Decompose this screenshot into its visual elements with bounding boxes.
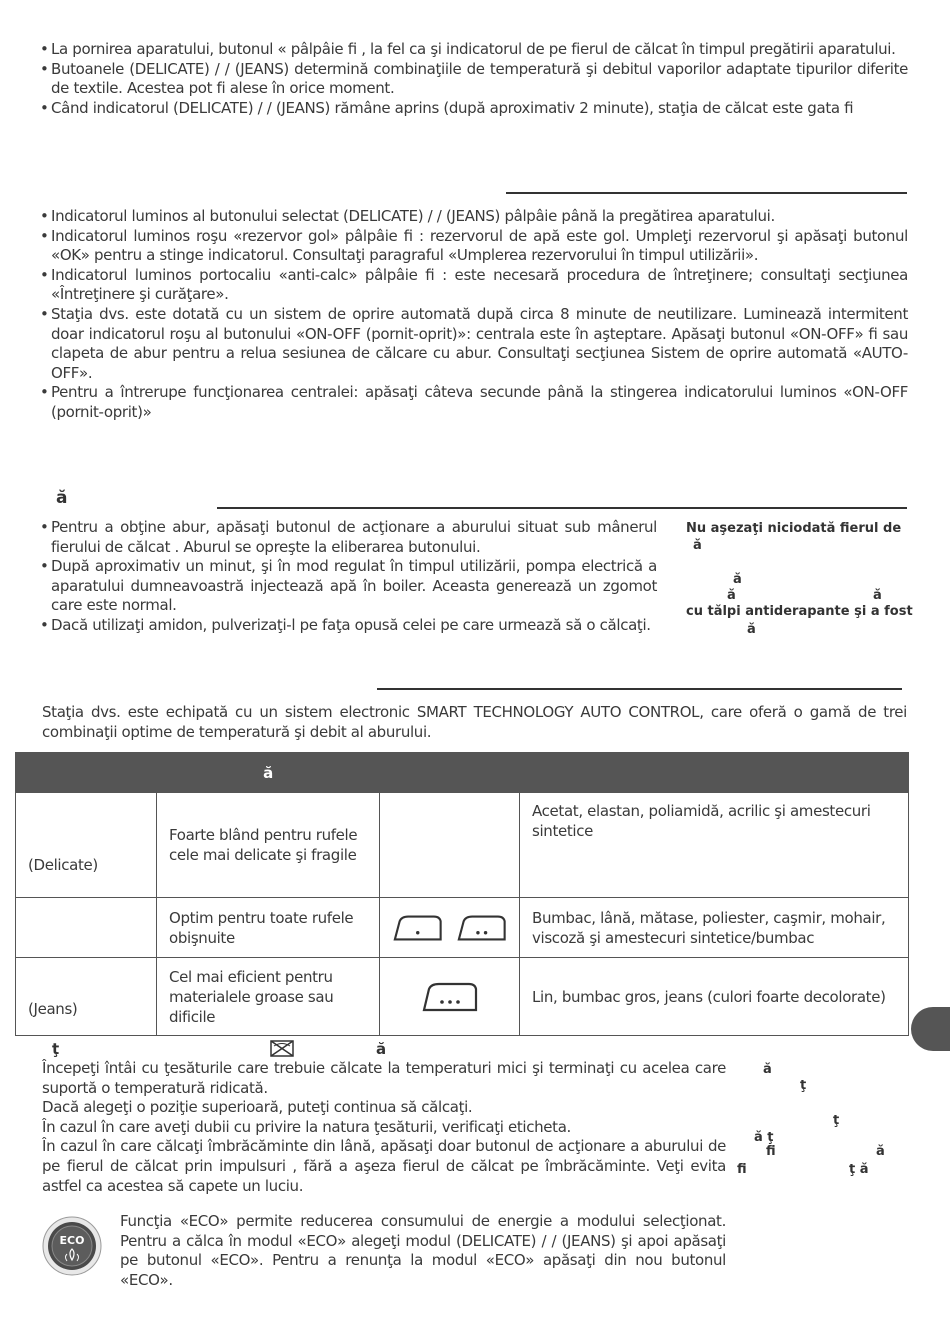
list-item: • Indicatorul luminos roşu «rezervor gol» pâlpâie ﬁ : rezervorul de apă este gol. Umpleţi rezervorul şi apăsaţi butonul «OK» pentru a stinge indicatorul. Consultaţi paragraful «Umplerea rezervorului în timpul utilizării». [40,227,908,266]
mode-cell: (Delicate) [16,793,157,898]
section-rule [217,507,907,509]
tips-paragraph: În cazul în care aveţi dubii cu privire la natura ţesăturii, verificaţi eticheta. [42,1117,571,1136]
note-fragment: ă ţ [754,1130,774,1145]
list-item: • După aproximativ un minut, şi în mod regulat în timpul utilizării, pompa electrică a aparatului dumneavoastră injectează apă în boiler. Aceasta generează un zgomot care este normal. [40,557,657,616]
settings-table [15,752,909,1036]
description-cell: Foarte blând pentru rufele cele mai delicate şi fragile [157,793,380,898]
note-fragment: ă [693,538,702,553]
list-item: • Butoanele (DELICATE) / / (JEANS) determină combinaţiile de temperatură şi debitul vaporilor adaptate tipurilor diferite de textile. Acestea pot fi alese în orice moment. [40,60,908,99]
table-header [380,753,520,793]
note-fragment: ţ ă [849,1162,869,1177]
iron-cell [380,898,520,958]
tips-paragraph: Dacă alegeţi o poziţie superioară, puteţi continua să călcaţi. [42,1098,473,1117]
note-fragment: ﬁ [737,1162,747,1177]
description-cell: Cel mai eficient pentru materialele groase sau dificile [157,958,380,1036]
table-row [16,898,909,958]
section-heading-fragment: ţ [52,1040,60,1058]
table-header: ă [157,753,380,793]
note-fragment: ă [873,588,882,603]
tips-text [42,1059,726,1196]
note-fragment: ă [733,572,742,587]
section-heading-fragment: ă [376,1040,387,1058]
mode-cell: (Jeans) [16,958,157,1036]
smart-intro: Staţia dvs. este echipată cu un sistem electronic SMART TECHNOLOGY AUTO CONTROL, care oferă o gamă de trei combinaţii optime de temperatură şi debit al aburului. [42,703,907,741]
list-item: • Pentru a întrerupe funcţionarea centralei: apăsaţi câteva secunde până la stingerea indicatorului luminos «ON-OFF (pornit-oprit)» [40,383,908,422]
note-line: cu tălpi antiderapante şi a fost [686,604,913,619]
mode-cell [16,898,157,958]
tips-paragraph: În cazul în care călcaţi îmbrăcăminte din lână, apăsaţi doar butonul de acţionare a aburului de pe fierul de călcat prin impulsuri , fără a aşeza fierul de călcat pe îmbrăcăminte. Veţi evita astfel ca acestea să capete un luciu. [42,1137,726,1195]
list-item: • La pornirea aparatului, butonul « pâlpâie ﬁ , la fel ca şi indicatorul de pe fierul de călcat în timpul pregătirii aparatului. [40,40,908,60]
section-rule [377,688,902,690]
note-fragment: ă [747,622,756,637]
list-item: • Staţia dvs. este dotată cu un sistem de oprire automată după circa 8 minute de neutilizare. Luminează intermitent doar indicatorul roşu al butonului «ON-OFF (pornit-oprit)»: centrala este în aşteptare. Apăsaţi butonul «ON-OFF» ﬁ sau clapeta de abur pentru a relua sesiunea de călcare cu abur. Consultaţi secţiunea Sistem de oprire automată «AUTO-OFF». [40,305,908,383]
steam-bullets [40,518,657,636]
iron-one-dot-icon [392,913,444,943]
eco-badge-icon [42,1216,102,1276]
table-header-row [16,753,909,793]
fabric-cell: Lin, bumbac gros, jeans (culori foarte decolorate) [520,958,909,1036]
list-item: • Indicatorul luminos al butonului selectat (DELICATE) / / (JEANS) pâlpâie până la pregătirea aparatului. [40,207,908,227]
table-row [16,793,909,898]
iron-cell [380,958,520,1036]
iron-cell [380,793,520,898]
fabric-cell: Bumbac, lână, mătase, poliester, caşmir, mohair, viscoză şi amestecuri sintetice/bumbac [520,898,909,958]
indicator-bullets [40,207,908,423]
iron-three-dots-icon [421,981,479,1013]
eco-badge-label: ECO [59,1234,85,1247]
note-line: Nu aşezaţi niciodată fierul de [686,521,902,536]
note-fragment: ﬁ [766,1144,776,1159]
table-row [16,958,909,1036]
eco-text: Funcţia «ECO» permite reducerea consumului de energie a modului selecţionat. Pentru a călca în modul «ECO» alegeţi modul (DELICATE) / / (JEANS) şi apoi apăsaţi pe butonul «ECO». Pentru a renunţa la modul «ECO» apăsaţi din nou butonul «ECO». [120,1212,726,1289]
iron-two-dots-icon [456,913,508,943]
list-item: • Dacă utilizaţi amidon, pulverizaţi-l pe faţa opusă celei pe care urmează să o călcaţi. [40,616,657,636]
no-tumble-dry-icon [270,1040,294,1057]
note-fragment: ă [763,1062,772,1077]
note-fragment: ţ [800,1078,807,1093]
table-header [16,753,157,793]
tips-paragraph: Începeţi întâi cu ţesăturile care trebuie călcate la temperaturi mici şi terminaţi cu acelea care suportă o temperatură ridicată. [42,1059,726,1097]
section-heading-fragment: ă [56,488,68,508]
note-fragment: ţ [833,1113,840,1128]
note-fragment: ă [876,1144,885,1159]
list-item: • Când indicatorul (DELICATE) / / (JEANS) rămâne aprins (după aproximativ 2 minute), staţia de călcat este gata ﬁ [40,99,908,119]
note-fragment: ă [727,588,736,603]
section-rule [506,192,907,194]
startup-bullets [40,40,908,118]
list-item: • Pentru a obţine abur, apăsaţi butonul de acţionare a aburului situat sub mânerul fierului de călcat . Aburul se opreşte la eliberarea butonului. [40,518,657,557]
table-header [520,753,909,793]
fabric-cell: Acetat, elastan, poliamidă, acrilic şi amestecuri sintetice [520,793,909,898]
list-item: • Indicatorul luminos portocaliu «anti-calc» pâlpâie ﬁ : este necesară procedura de întreţinere; consultaţi secţiunea «Întreţinere şi curăţare». [40,266,908,305]
page-tab-marker [911,1007,950,1051]
description-cell: Optim pentru toate rufele obişnuite [157,898,380,958]
